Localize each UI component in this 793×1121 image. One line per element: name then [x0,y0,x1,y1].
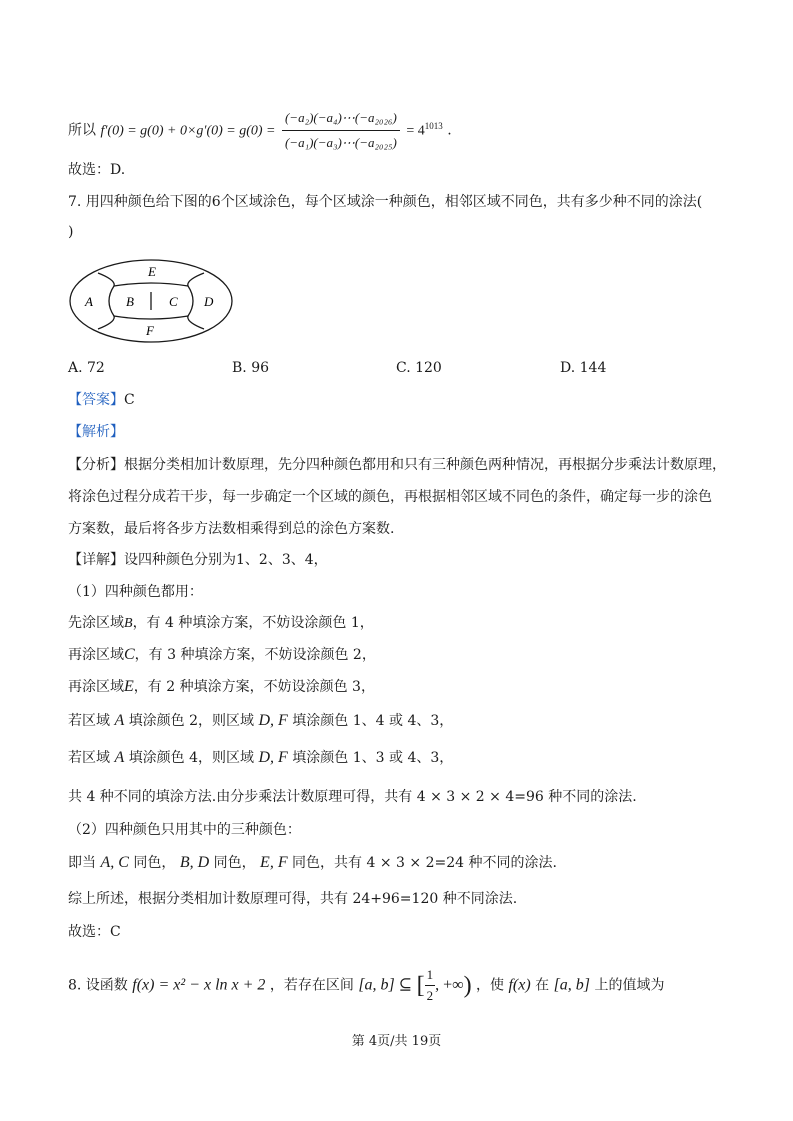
step-e-var: E [124,678,134,695]
case2-v2: B, D [179,854,210,871]
q8-left-bracket: [ [416,972,425,999]
case2-v1: A, C [100,854,129,871]
region-label-b: B [126,294,134,309]
case1-title: （1）四种颜色都用： [68,584,203,600]
q8-fx: f(x) [508,976,531,994]
q8-stem [68,965,664,1006]
xiangjie-tag: 【详解】 [68,552,124,568]
if-a4-pre: 若区域 [68,750,110,766]
q8-mid: ，若存在区间 [269,977,354,994]
if-a-color4 [68,748,453,768]
fenxi-tag: 【分析】 [68,457,124,473]
case2-post: 同色，共有 4 × 3 × 2=24 种不同的涂法. [292,855,557,871]
prev-frac-denominator: (−a₁)(−a₃)⋯(−a₂₀₂₅) [284,135,397,150]
q8-pre: 8. 设函数 [68,977,128,994]
step-b-var: B [124,616,133,631]
prev-result-exp: 1013 [424,120,443,131]
page-footer: 第 4页/共 19页 [351,1034,442,1049]
step-c-pre: 再涂区域 [68,647,124,663]
case2-title: （2）四种颜色只用其中的三种颜色： [68,822,301,838]
q8-half-num: 1 [425,965,436,986]
q8-function: f(x) = x² − x ln x + 2 [132,976,266,994]
if-a4-var: A [114,749,125,766]
xiangjie-line [68,550,328,570]
step-e-post: ，有 2 种填涂方案，不妨设涂颜色 3， [133,679,375,695]
if-a-color2 [68,711,453,731]
right-boundary [188,286,193,316]
region-label-c: C [169,294,178,309]
prev-frac-numerator: (−a₂)(−a₄)⋯(−a₂₀₂₆) [282,108,400,131]
if-a4-mid: 填涂颜色 4，则区域 [128,750,255,766]
prev-prefix: 所以 [68,122,96,139]
q7-region-diagram [68,258,234,344]
step-e-pre: 再涂区域 [68,679,124,695]
if-a4-vars: D, F [258,749,288,766]
prev-period: . [447,122,452,139]
fenxi-line-2: 将涂色过程分成若干步，每一步确定一个区域的颜色，再根据相邻区域不同色的条件，确定每一步的涂色 [68,489,712,505]
if-a2-pre: 若区域 [68,713,110,729]
region-label-d: D [204,294,214,309]
xiangjie-text: 设四种颜色分别为1、2、3、4， [124,552,328,568]
left-boundary [109,286,114,316]
if-a2-mid: 填涂颜色 2，则区域 [128,713,255,729]
case2-m2: 同色， [213,855,256,871]
prev-answer: 故选：D. [68,162,126,178]
case2-detail [68,853,557,873]
case2-v3: E, F [260,854,288,871]
q8-infinity: , +∞ [435,976,464,994]
total-case1: 共 4 种不同的填涂方法.由分步乘法计数原理可得，共有 4 × 3 × 2 × 4=96 种不同的涂法. [68,789,637,805]
q7-option-d: D. 144 [560,360,607,376]
q7-stem-line1: 7. 用四种颜色给下图的6个区域涂色，每个区域涂一种颜色，相邻区域不同色，共有多少种不同的涂法( [68,194,703,210]
q8-interval: [a, b] ⊆ [358,976,413,994]
region-label-a: A [85,294,93,309]
final-answer: 故选：C [68,924,121,940]
q8-half-den: 2 [426,988,434,1003]
q7-option-b: B. 96 [232,360,270,376]
answer-value: C [124,392,135,408]
q8-right-bracket: ) [463,972,472,999]
q8-post: 上的值域为 [594,977,665,994]
step-e [68,677,375,697]
answer-tag: 【答案】 [68,392,124,408]
step-b-pre: 先涂区域 [68,615,124,631]
fenxi-line-3: 方案数，最后将各步方法数相乘得到总的涂色方案数. [68,521,395,537]
prev-result-base: = 4 [406,123,425,139]
q7-stem-line2: ) [68,224,74,240]
q8-ab: [a, b] [553,976,591,994]
step-c-post: ，有 3 种填涂方案，不妨设涂颜色 2， [134,647,376,663]
prev-fraction [282,108,400,153]
q8-mid3: 在 [535,977,550,994]
q7-option-a: A. 72 [68,360,105,376]
q8-half [425,965,436,1006]
fenxi-text-1: 根据分类相加计数原理，先分四种颜色都用和只有三种颜色两种情况，再根据分步乘法计数原理， [124,457,726,473]
analysis-tag: 【解析】 [68,424,124,440]
step-b-post: ，有 4 种填涂方案，不妨设涂颜色 1， [132,615,374,631]
region-label-f: F [146,323,154,338]
prev-derivation [68,108,452,153]
if-a2-vars: D, F [258,712,288,729]
q7-option-c: C. 120 [396,360,442,376]
step-b [68,613,374,634]
prev-lhs: f′(0) = g(0) + 0×g′(0) = g(0) = [100,123,276,139]
if-a2-var: A [114,712,125,729]
summary: 综上所述，根据分类相加计数原理可得，共有 24+96=120 种不同涂法. [68,891,518,907]
region-label-e: E [148,264,156,279]
if-a2-post: 填涂颜色 1、4 或 4、3， [292,713,454,729]
step-c-var: C [124,646,135,663]
case2-m1: 同色， [133,855,176,871]
q7-answer [68,390,135,410]
fenxi-line-1 [68,455,726,475]
step-c [68,645,376,665]
if-a4-post: 填涂颜色 1、3 或 4、3， [292,750,454,766]
q8-mid2: ，使 [476,977,505,994]
case2-pre: 即当 [68,855,96,871]
